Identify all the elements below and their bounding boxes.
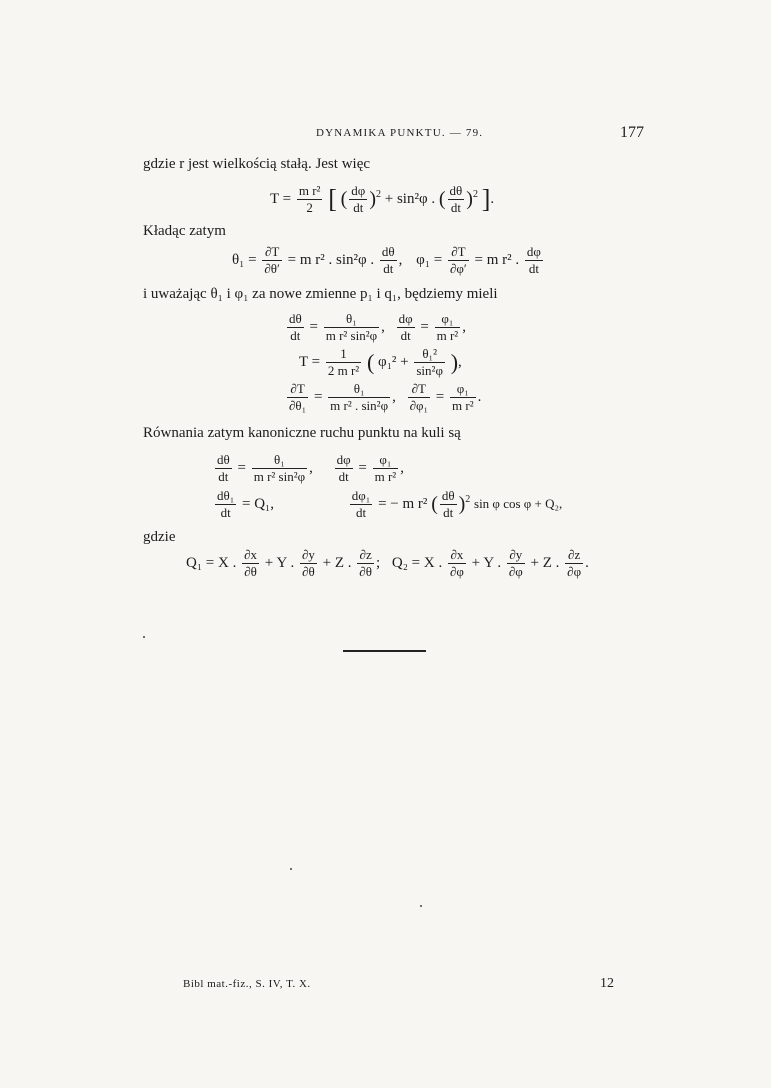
footer-signature: Bibl mat.-fiz., S. IV, T. X.: [183, 978, 311, 990]
running-title: DYNAMIKA PUNKTU. — 79.: [316, 127, 484, 139]
speck: [143, 636, 145, 638]
text-line-4: Równania zatym kanoniczne ruchu punktu na kuli są: [143, 425, 461, 441]
speck: [290, 868, 292, 870]
footer-sheet-number: 12: [600, 976, 614, 991]
section-end-rule: [343, 650, 426, 652]
page-number: 177: [620, 124, 644, 141]
text-line-5: gdzie: [143, 529, 176, 545]
equation-block2-line-b: $\frac{\text{dθ₁}}{dt}$ = Q₁, $\frac{\text{dφ₁}}{dt}$ = − m r² ( $\frac{d\theta}{dt}$ )$^2$ sin φ cos φ + Q₂,: [217, 488, 563, 520]
equation-block2-line-a: $\frac{d\theta}{dt}$ = $\frac{\text{θ₁}}{\text{m r² sin²φ}}$ , $\frac{d\varphi}{dt}$ = $\frac{\text{φ₁}}{\text{m r²}}$ ,: [217, 452, 404, 484]
equation-kinetic-energy: T = $\frac{\text{m r²}}{2}$ [ ( $\frac{d\varphi}{dt}$ )$^2$ + sin²φ . ( $\frac{d\theta}{dt}$ )$^2$ ].: [270, 183, 495, 215]
text-line-1: gdzie r jest wielkością stałą. Jest więc: [143, 156, 371, 172]
text-line-3: i uważając θ₁ i φ₁ za nowe zmienne p₁ i q₁, będziemy mieli: [143, 286, 498, 302]
equation-momenta: θ₁ = $\frac{\partial T}{\partial\theta'}$ = m r² . sin²φ . $\frac{d\theta}{dt}$ , φ₁ = $\frac{\partial T}{\partial\varphi'}$ = m r² . $\frac{d\varphi}{dt}$: [232, 244, 541, 276]
equation-block1-line-a: $\frac{d\theta}{dt}$ = $\frac{\text{θ₁}}{\text{m r² sin²φ}}$ , $\frac{d\varphi}{dt}$ = $\frac{\text{φ₁}}{\text{m r²}}$ ,: [289, 311, 466, 343]
text-line-2: Kładąc zatym: [143, 223, 226, 239]
speck: [420, 905, 422, 907]
equation-block1-line-b: T = $\frac{1}{\text{2 m r²}}$ ( φ₁² + $\frac{\text{θ₁²}}{\text{sin²φ}}$ ),: [299, 346, 462, 378]
equation-block1-line-c: $\frac{\partial T}{\text{∂θ₁}}$ = $\frac{\text{θ₁}}{\text{m r² . sin²φ}}$ , $\frac{\partial T}{\text{∂φ₁}}$ = $\frac{\text{φ₁}}{\text{m r²}}$ .: [289, 381, 482, 413]
equation-generalized-forces: Q₁ = X . $\frac{\partial x}{\partial\theta}$ + Y . $\frac{\partial y}{\partial\theta}$ + Z . $\frac{\partial z}{\partial\theta}$ ; Q₂ = X . $\frac{\partial x}{\partial\varphi}$ + Y . $\frac{\partial y}{\partial\varphi}$ + Z . $\frac{\partial z}{\partial\varphi}$ .: [186, 547, 589, 579]
